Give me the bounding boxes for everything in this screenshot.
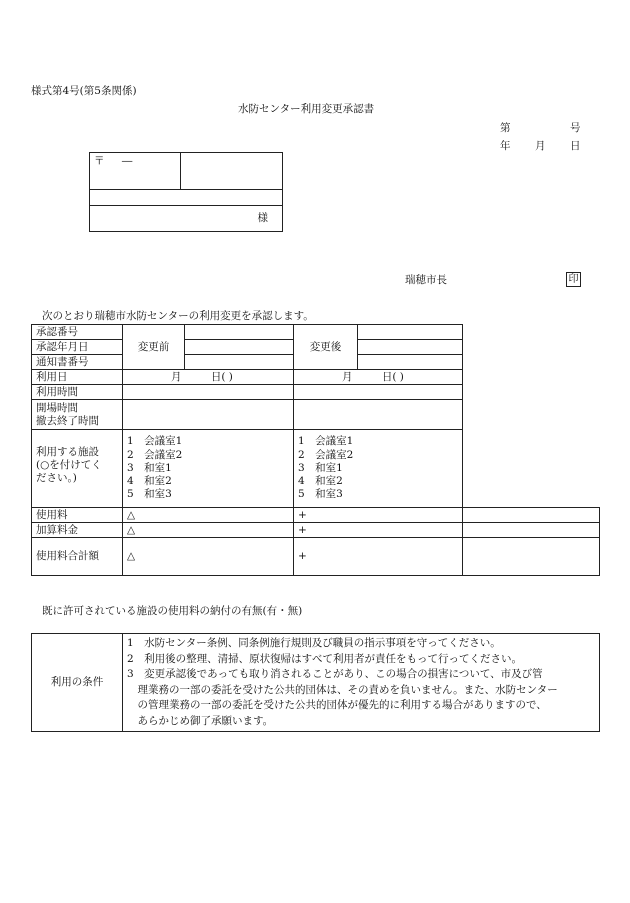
fee-label: 使用料 bbox=[32, 508, 123, 523]
surcharge-total bbox=[463, 523, 600, 538]
surcharge-label: 加算料金 bbox=[32, 523, 123, 538]
intro-text: 次のとおり瑞穂市水防センターの利用変更を承認します。 bbox=[42, 310, 314, 322]
facility-option[interactable]: 1 会議室1 bbox=[127, 435, 183, 448]
facility-option[interactable]: 4 和室2 bbox=[127, 475, 172, 488]
blank-area bbox=[463, 325, 600, 340]
use-time-label: 利用時間 bbox=[32, 385, 123, 400]
facility-option[interactable]: 1 会議室1 bbox=[298, 435, 354, 448]
minus-mark: △ bbox=[127, 523, 136, 536]
doc-number-prefix: 第 bbox=[500, 122, 511, 134]
facility-option[interactable]: 5 和室3 bbox=[127, 488, 172, 501]
open-time-label-2: 撤去終了時間 bbox=[36, 414, 99, 427]
address-line bbox=[90, 190, 283, 206]
after-notice-number bbox=[358, 355, 463, 370]
facility-label bbox=[32, 430, 123, 508]
facility-option[interactable]: 3 和室1 bbox=[127, 461, 172, 474]
before-notice-number bbox=[185, 355, 294, 370]
minus-mark: △ bbox=[127, 508, 136, 521]
after-use-time bbox=[294, 385, 463, 400]
before-approval-date bbox=[185, 340, 294, 355]
notice-number-label: 通知書番号 bbox=[32, 355, 123, 370]
postal-code-cell bbox=[90, 153, 181, 190]
blank-area bbox=[463, 370, 600, 385]
change-table bbox=[31, 324, 600, 576]
facility-option[interactable]: 5 和室3 bbox=[298, 488, 343, 501]
month-label: 月 bbox=[171, 370, 182, 383]
after-approval-number bbox=[358, 325, 463, 340]
date-year-label: 年 bbox=[500, 140, 511, 152]
before-approval-number bbox=[185, 325, 294, 340]
after-open-time bbox=[294, 400, 463, 430]
postal-dash: ― bbox=[121, 155, 133, 167]
blank-area bbox=[463, 400, 600, 430]
address-box bbox=[89, 152, 283, 232]
blank-area bbox=[463, 385, 600, 400]
facility-option[interactable]: 2 会議室2 bbox=[298, 448, 354, 461]
page-title: 水防センター利用変更承認書 bbox=[238, 103, 375, 115]
minus-mark: △ bbox=[127, 550, 136, 562]
recipient-name-cell bbox=[90, 206, 283, 232]
facility-option[interactable]: 4 和室2 bbox=[298, 475, 343, 488]
fee-before bbox=[123, 508, 294, 523]
seal-mark: 印 bbox=[566, 272, 581, 287]
after-use-date bbox=[294, 370, 463, 385]
postal-code-blank bbox=[181, 153, 283, 190]
plus-mark: + bbox=[298, 508, 307, 521]
after-facility-list bbox=[294, 430, 463, 508]
plus-mark: + bbox=[298, 550, 307, 562]
month-label: 月 bbox=[342, 370, 353, 383]
use-date-label: 利用日 bbox=[32, 370, 123, 385]
surcharge-before bbox=[123, 523, 294, 538]
facility-label-2: (○を付けてく bbox=[36, 459, 102, 471]
before-open-time bbox=[123, 400, 294, 430]
blank-area bbox=[463, 355, 600, 370]
conditions-table bbox=[31, 633, 600, 732]
facility-option[interactable]: 3 和室1 bbox=[298, 461, 343, 474]
total-before bbox=[123, 538, 294, 576]
total-label: 使用料合計額 bbox=[32, 538, 123, 576]
blank-area bbox=[463, 340, 600, 355]
day-label: 日( ) bbox=[210, 370, 233, 383]
condition-line: 3 変更承認後であっても取り消されることがあり、この場合の損害について、市及び管 bbox=[127, 668, 543, 680]
before-facility-list bbox=[123, 430, 294, 508]
doc-number-suffix: 号 bbox=[570, 122, 581, 134]
issuer-name: 瑞穂市長 bbox=[405, 274, 447, 286]
conditions-label: 利用の条件 bbox=[32, 634, 123, 732]
surcharge-after bbox=[294, 523, 463, 538]
blank-area bbox=[463, 430, 600, 508]
before-use-date bbox=[123, 370, 294, 385]
plus-mark: + bbox=[298, 523, 307, 536]
condition-line: あらかじめ御了承願います。 bbox=[127, 714, 274, 727]
before-label: 変更前 bbox=[123, 325, 185, 370]
after-label: 変更後 bbox=[294, 325, 358, 370]
date-day-label: 日 bbox=[570, 140, 581, 152]
approval-date-label: 承認年月日 bbox=[32, 340, 123, 355]
open-time-label bbox=[32, 400, 123, 430]
facility-label-3: ださい。) bbox=[36, 472, 77, 484]
facility-option[interactable]: 2 会議室2 bbox=[127, 448, 183, 461]
after-approval-date bbox=[358, 340, 463, 355]
payment-note: 既に許可されている施設の使用料の納付の有無(有・無) bbox=[42, 605, 303, 617]
date-month-label: 月 bbox=[535, 140, 546, 152]
fee-after bbox=[294, 508, 463, 523]
facility-label-1: 利用する施設 bbox=[36, 446, 99, 458]
condition-line: 理業務の一部の委託を受けた公共的団体は、その責めを負いません。また、水防センター bbox=[127, 683, 558, 696]
honorific: 様 bbox=[257, 212, 268, 224]
fee-total bbox=[463, 508, 600, 523]
condition-line: の管理業務の一部の委託を受けた公共的団体が優先的に利用する場合がありますので、 bbox=[127, 699, 547, 711]
condition-line: 2 利用後の整理、清掃、原状復帰はすべて利用者が責任をもって行ってください。 bbox=[127, 652, 522, 665]
total-sum bbox=[463, 538, 600, 576]
before-use-time bbox=[123, 385, 294, 400]
open-time-label-1: 開場時間 bbox=[36, 401, 78, 414]
total-after bbox=[294, 538, 463, 576]
postal-mark: 〒 bbox=[94, 155, 105, 167]
form-number: 様式第4号(第5条関係) bbox=[31, 85, 137, 97]
conditions-body bbox=[123, 634, 600, 732]
day-label: 日( ) bbox=[381, 370, 404, 383]
condition-line: 1 水防センター条例、同条例施行規則及び職員の指示事項を守ってください。 bbox=[127, 637, 501, 649]
approval-number-label: 承認番号 bbox=[32, 325, 123, 340]
